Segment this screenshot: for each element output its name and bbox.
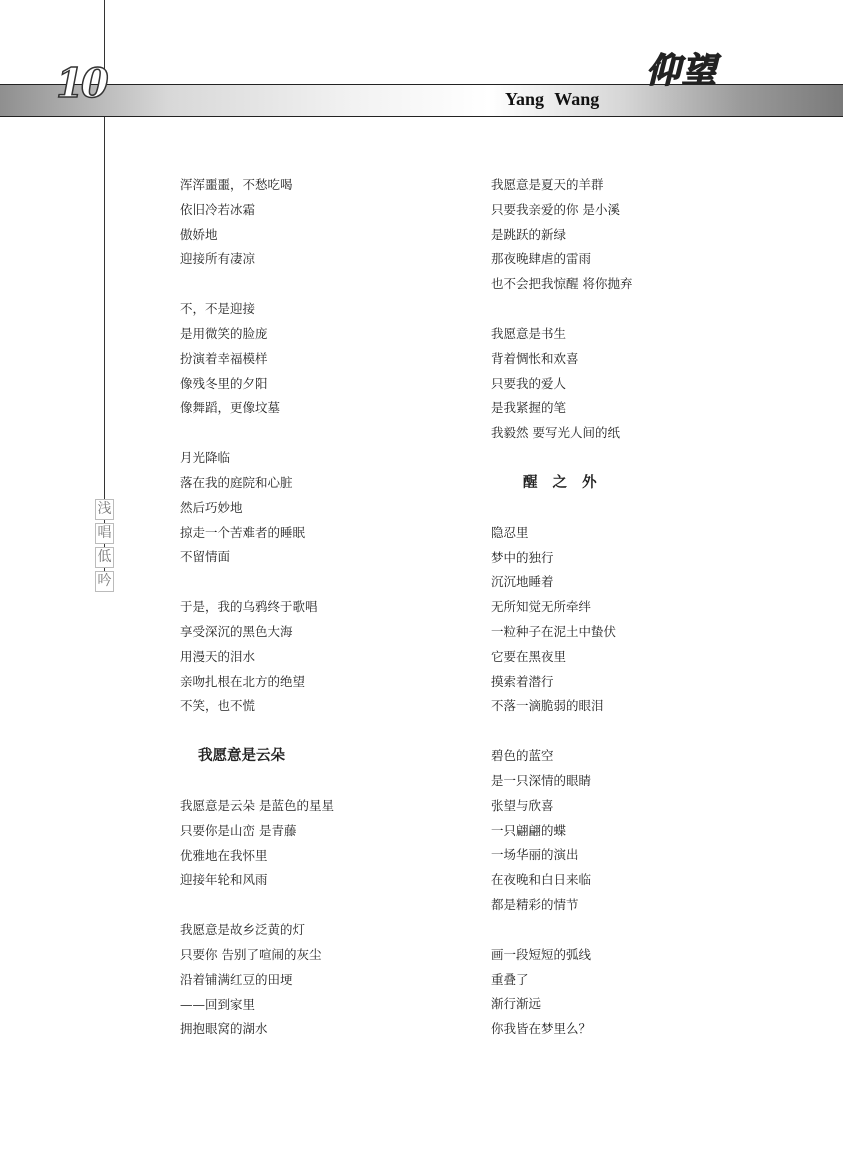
magazine-logo: 仰望 [646, 51, 718, 91]
poem-line: 在夜晚和白日来临 [491, 872, 592, 888]
poem-line: 只要你是山峦 是青藤 [180, 822, 297, 838]
stanza [491, 521, 791, 719]
poem-line: 渐行渐远 [491, 996, 542, 1012]
stanza [491, 173, 791, 297]
page-number: 10 [56, 60, 106, 107]
poem-line: 落在我的庭院和心脏 [180, 474, 293, 490]
poem-line: 于是，我的乌鸦终于歌唱 [180, 599, 318, 615]
poem-line: 一粒种子在泥土中蛰伏 [491, 623, 617, 639]
poem-line: 是跳跃的新绿 [491, 226, 567, 242]
poem-line: 只要你 告别了喧闹的灰尘 [180, 946, 322, 962]
poem-line: 我愿意是书生 [491, 325, 567, 341]
poem-title: 醒 之 外 [523, 474, 597, 491]
left-column [180, 173, 460, 1042]
stanza [491, 943, 791, 1042]
poem-line: 也不会把我惊醒 将你抛弃 [491, 276, 633, 292]
poem-line: 迎接年轮和风雨 [180, 872, 268, 888]
stanza [491, 744, 791, 918]
poem-line: 是一只深情的眼睛 [491, 772, 592, 788]
poem-line: 像残冬里的夕阳 [180, 375, 268, 391]
poem-line: 月光降临 [180, 450, 231, 466]
poem-line: 一只翩翩的蝶 [491, 822, 567, 838]
poem-title: 我愿意是云朵 [198, 748, 285, 765]
poem-line: 不，不是迎接 [180, 301, 256, 317]
poem-line: 梦中的独行 [491, 549, 554, 565]
poem-line: 掠走一个苦难者的睡眠 [180, 524, 306, 540]
poem-line: 无所知觉无所牵绊 [491, 599, 592, 615]
stanza [180, 794, 460, 893]
poem-line: 亲吻扎根在北方的绝望 [180, 673, 306, 689]
side-label-char: 吟 [95, 571, 114, 592]
poem-line: 享受深沉的黑色大海 [180, 623, 293, 639]
stanza [491, 322, 791, 446]
poem-line: 傲娇地 [180, 226, 218, 242]
poem-line: 碧色的蓝空 [491, 748, 554, 764]
poem-line: 依旧冷若冰霜 [180, 201, 256, 217]
poem-line: 只要我亲爱的你 是小溪 [491, 201, 620, 217]
right-column [491, 173, 791, 1042]
poem-line: 优雅地在我怀里 [180, 847, 268, 863]
stanza [180, 173, 460, 272]
stanza [180, 446, 460, 570]
poem-line: 迎接所有凄凉 [180, 251, 256, 267]
poem-line: 我毅然 要写光人间的纸 [491, 425, 620, 441]
side-label-char: 低 [95, 547, 114, 568]
poem-line: 像舞蹈，更像坟墓 [180, 400, 281, 416]
poem-line: 隐忍里 [491, 524, 529, 540]
poem-line: 你我皆在梦里么？ [491, 1021, 592, 1037]
poem-line: 重叠了 [491, 971, 529, 987]
poem-line: 不留情面 [180, 549, 231, 565]
poem-line: 我愿意是云朵 是蓝色的星星 [180, 797, 334, 813]
poem-line: 张望与欣喜 [491, 797, 554, 813]
poem-line: 用漫天的泪水 [180, 648, 256, 664]
poem-line: 沉沉地睡着 [491, 574, 554, 590]
poem-line: 不笑，也不慌 [180, 698, 256, 714]
stanza [180, 297, 460, 421]
poem-line: ——回到家里 [180, 996, 256, 1012]
poem-line: 画一段短短的弧线 [491, 946, 592, 962]
poem-line: 我愿意是夏天的羊群 [491, 177, 604, 192]
side-label-char: 浅 [95, 499, 114, 520]
poem-line: 它要在黑夜里 [491, 648, 567, 664]
poem-line: 一场华丽的演出 [491, 847, 579, 863]
poem-line: 拥抱眼窝的湖水 [180, 1021, 268, 1037]
poem-line: 背着惆怅和欢喜 [491, 350, 579, 366]
poem-line: 不落一滴脆弱的眼泪 [491, 698, 604, 714]
header-english-title: Yang Wang [505, 89, 600, 109]
poem-line: 那夜晚肆虐的雷雨 [491, 251, 592, 267]
poem-line: 摸索着潜行 [491, 673, 554, 689]
poem-line: 只要我的爱人 [491, 375, 567, 391]
poem-line: 沿着铺满红豆的田埂 [180, 971, 293, 987]
stanza [180, 595, 460, 719]
poem-line: 都是精彩的情节 [491, 896, 579, 912]
poem-line: 是用微笑的脸庞 [180, 325, 268, 341]
poem-line: 浑浑噩噩，不愁吃喝 [180, 177, 293, 192]
poem-line: 扮演着幸福模样 [180, 350, 268, 366]
poem-line: 是我紧握的笔 [491, 400, 567, 416]
poem-line: 我愿意是故乡泛黄的灯 [180, 922, 306, 938]
poem-line: 然后巧妙地 [180, 499, 243, 515]
stanza [180, 918, 460, 1042]
side-label-char: 唱 [95, 523, 114, 544]
